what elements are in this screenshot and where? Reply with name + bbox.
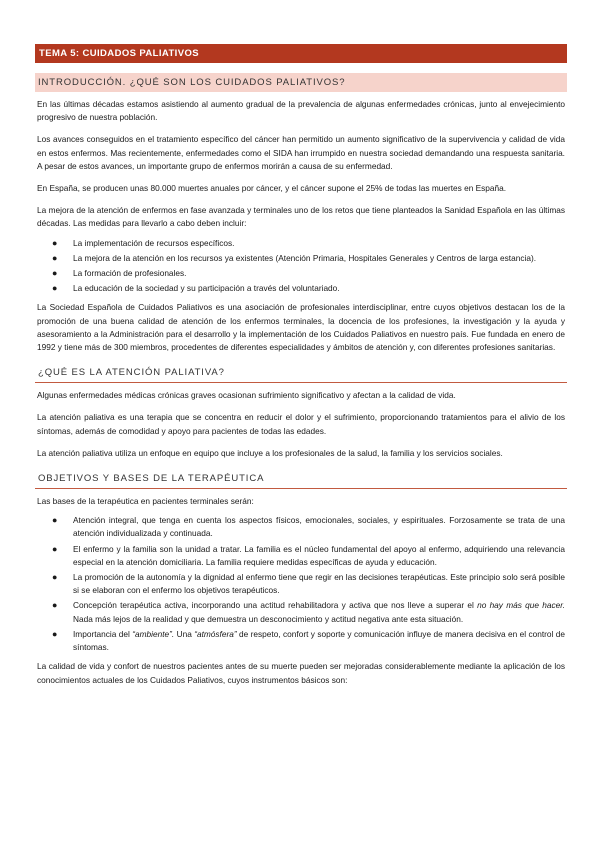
list-item: ● Atención integral, que tenga en cuenta los aspectos físicos, emocionales, sociales, y espirituales. Forzosamente se trata de una atención individualizada y continuada. [52, 515, 565, 539]
bullet-icon: ● [52, 543, 58, 554]
bullet-icon: ● [52, 252, 58, 263]
section-title-atencion-paliativa: ¿QUÉ ES LA ATENCIÓN PALIATIVA? [35, 363, 567, 383]
bullet-icon: ● [52, 268, 58, 279]
bullet-icon: ● [52, 572, 58, 583]
paragraph: En las últimas décadas estamos asistiendo al aumento gradual de la prevalencia de algunas enfermedades crónicas, junto al envejecimiento progresivo de nuestra población. [37, 99, 565, 123]
paragraph: La mejora de la atención de enfermos en fase avanzada y terminales uno de los retos que tiene planteados la Sanidad Española en las últimas décadas. Las medidas para llevarlo a cabo deben incluir: [37, 205, 565, 229]
list-item: ● El enfermo y la familia son la unidad a tratar. La familia es el núcleo fundamental del apoyo al enfermo, adquiriendo una relevancia especial en la atención domiciliaria. La familia requiere medidas específicas de ayuda y educación. [52, 543, 565, 567]
paragraph: La atención paliativa es una terapia que se concentra en reducir el dolor y el sufrimiento, proporcionando tratamientos para el alivio de los síntomas, además de comodidad y apoyo para pacientes de todas las edades. [37, 412, 565, 436]
section-title-objetivos: OBJETIVOS Y BASES DE LA TERAPÉUTICA [35, 469, 567, 489]
bases-list [35, 514, 567, 654]
bullet-icon: ● [52, 600, 58, 611]
bullet-icon: ● [52, 237, 58, 248]
paragraph: Las bases de la terapéutica en pacientes terminales serán: [37, 496, 254, 507]
document-page [35, 44, 567, 696]
measures-list [35, 237, 567, 296]
chapter-title: TEMA 5: CUIDADOS PALIATIVOS [35, 44, 567, 63]
bullet-icon: ● [52, 283, 58, 294]
paragraph: En España, se producen unas 80.000 muertes anuales por cáncer, y el cáncer supone el 25% de todas las muertes en España. [37, 183, 507, 194]
section-title-introduccion: INTRODUCCIÓN. ¿QUÉ SON LOS CUIDADOS PALIATIVOS? [35, 73, 567, 92]
paragraph: Algunas enfermedades médicas crónicas graves ocasionan sufrimiento significativo y afectan a la calidad de vida. [37, 390, 456, 401]
paragraph: La calidad de vida y confort de nuestros pacientes antes de su muerte pueden ser mejoradas considerablemente mediante la aplicación de los conocimientos actuales de los Cuidados Paliativos, cuyos instrumentos básicos son: [37, 661, 565, 685]
bullet-icon: ● [52, 515, 58, 526]
paragraph: La Sociedad Española de Cuidados Paliativos es una asociación de profesionales interdisciplinar, entre cuyos objetivos destacan los de la promoción de una buena calidad de atención de los enfermos terminales, la docencia de los profesiones, la investigación y la ayuda y asesoramiento a la Administración para el desarrollo y la implementación de los Cuidados Paliativos en nuestro país. Fue fundada en enero de 1992 y tiene más de 300 miembros, procedentes de diferentes especialidades y ámbitos de atención y, con diferentes profesiones sanitarias. [37, 302, 565, 353]
bullet-icon: ● [52, 628, 58, 639]
list-item: ● La educación de la sociedad y su participación a través del voluntariado. [35, 282, 567, 295]
list-item: ● Concepción terapéutica activa, incorporando una actitud rehabilitadora y activa que nos lleve a superar el no hay más que hacer. Nada más lejos de la realidad y que demuestra un desconocimiento y actitud negativa ante esta situación. [52, 600, 565, 624]
list-item: ● Importancia del “ambiente”. Una “atmósfera” de respeto, confort y soporte y comunicación influye de manera decisiva en el control de síntomas. [52, 628, 565, 653]
list-item: ● La formación de profesionales. [35, 267, 567, 280]
list-item: ● La promoción de la autonomía y la dignidad al enfermo tiene que regir en las decisiones terapéuticas. Este principio solo será posible si se elaboran con el enfermo los objetivos terapéuticos. [52, 572, 565, 596]
list-item: ● La mejora de la atención en los recursos ya existentes (Atención Primaria, Hospitales Generales y Centros de larga estancia). [35, 252, 567, 265]
list-item: ● La implementación de recursos específicos. [35, 237, 567, 250]
paragraph: La atención paliativa utiliza un enfoque en equipo que incluye a los profesionales de la salud, la familia y los servicios sociales. [37, 447, 503, 458]
paragraph: Los avances conseguidos en el tratamiento específico del cáncer han permitido un aumento significativo de la supervivencia y calidad de vida en estos enfermos. Mas recientemente, enfermedades como el SIDA han irrumpido en nuestra sociedad demandando una respuesta sanitaria. A pesar de estos avances, un importante grupo de enfermos morirán a causa de su enfermedad. [37, 134, 565, 171]
